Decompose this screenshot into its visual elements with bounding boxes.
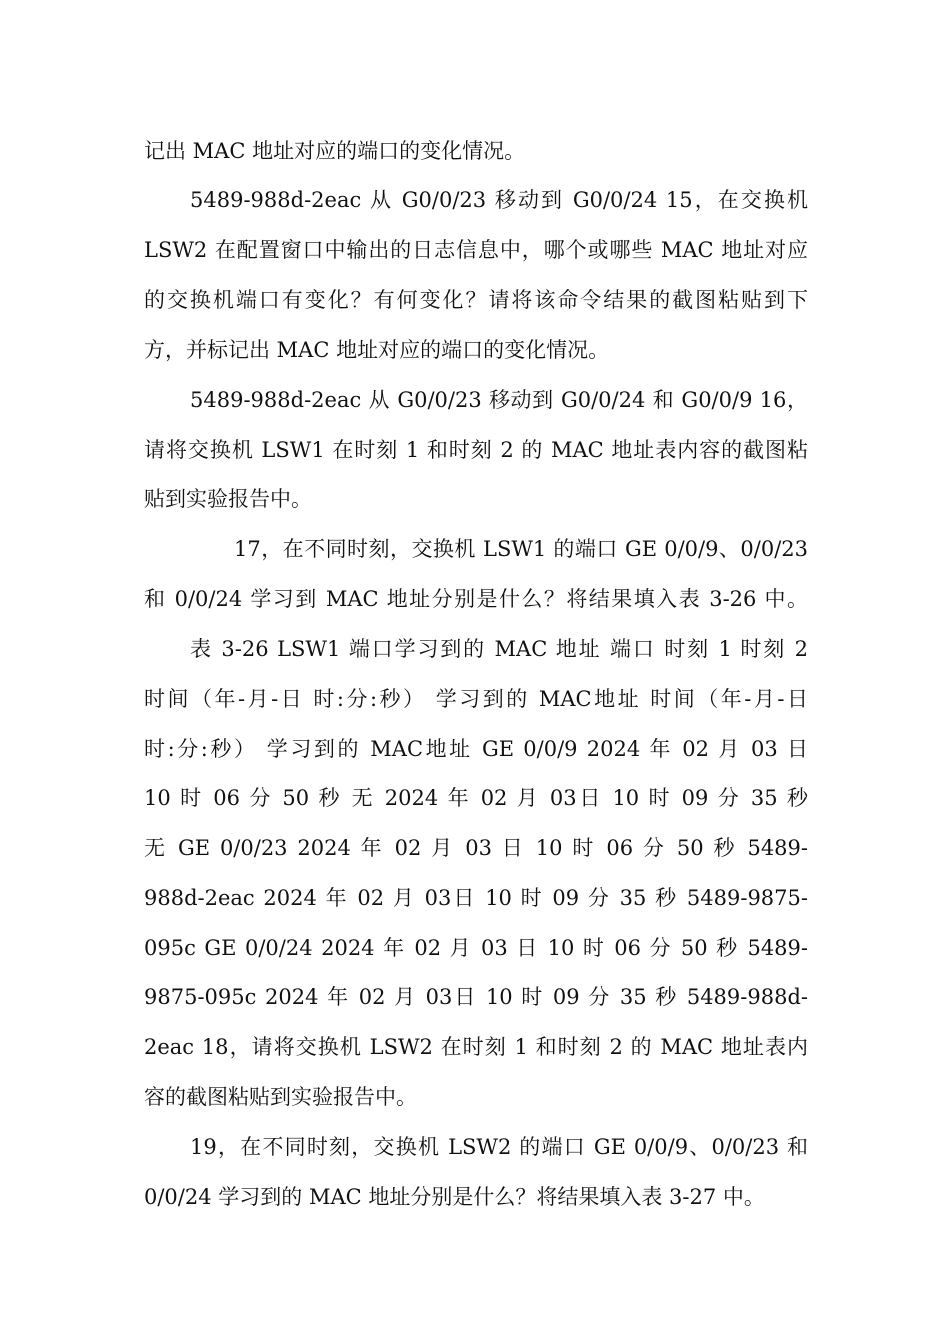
- text-line-1: 记出 MAC 地址对应的端口的变化情况。: [144, 139, 526, 163]
- text-line-12: 时间（年-月-日 时:分:秒） 学习到的 MAC地址 时间（年-月-日: [144, 687, 808, 711]
- text-line-10: 和 0/0/24 学习到 MAC 地址分别是什么？将结果填入表 3-26 中。: [144, 587, 808, 611]
- text-line-2: 5489-988d-2eac 从 G0/0/23 移动到 G0/0/24 15，在交换机: [190, 188, 808, 212]
- text-line-19: 2eac 18，请将交换机 LSW2 在时刻 1 和时刻 2 的 MAC 地址表内: [144, 1035, 808, 1059]
- text-line-17: 095c GE 0/0/24 2024 年 02 月 03 日 10 时 06 分 50 秒 5489-: [144, 936, 808, 960]
- text-line-20: 容的截图粘贴到实验报告中。: [144, 1085, 417, 1109]
- text-line-22: 0/0/24 学习到的 MAC 地址分别是什么？将结果填入表 3-27 中。: [144, 1185, 765, 1209]
- text-line-9: 17，在不同时刻，交换机 LSW1 的端口 GE 0/0/9、0/0/23: [234, 537, 808, 561]
- text-line-8: 贴到实验报告中。: [144, 487, 312, 511]
- text-line-5: 方，并标记出 MAC 地址对应的端口的变化情况。: [144, 338, 610, 362]
- text-line-7: 请将交换机 LSW1 在时刻 1 和时刻 2 的 MAC 地址表内容的截图粘: [144, 438, 808, 462]
- text-line-11: 表 3-26 LSW1 端口学习到的 MAC 地址 端口 时刻 1 时刻 2: [190, 637, 808, 661]
- text-line-15: 无 GE 0/0/23 2024 年 02 月 03 日 10 时 06 分 50 秒 5489-: [144, 836, 808, 860]
- text-line-13: 时:分:秒） 学习到的 MAC地址 GE 0/0/9 2024 年 02 月 03 日: [144, 737, 808, 761]
- text-line-14: 10 时 06 分 50 秒 无 2024 年 02 月 03日 10 时 09 分 35 秒: [144, 786, 808, 810]
- text-line-3: LSW2 在配置窗口中输出的日志信息中，哪个或哪些 MAC 地址对应: [144, 238, 808, 262]
- text-line-4: 的交换机端口有变化？有何变化？请将该命令结果的截图粘贴到下: [144, 288, 808, 312]
- text-line-18: 9875-095c 2024 年 02 月 03日 10 时 09 分 35 秒 5489-988d-: [144, 985, 808, 1009]
- text-line-6: 5489-988d-2eac 从 G0/0/23 移动到 G0/0/24 和 G0/0/9 16，: [190, 388, 808, 412]
- text-line-16: 988d-2eac 2024 年 02 月 03日 10 时 09 分 35 秒 5489-9875-: [144, 886, 808, 910]
- text-line-21: 19，在不同时刻，交换机 LSW2 的端口 GE 0/0/9、0/0/23 和: [190, 1135, 808, 1159]
